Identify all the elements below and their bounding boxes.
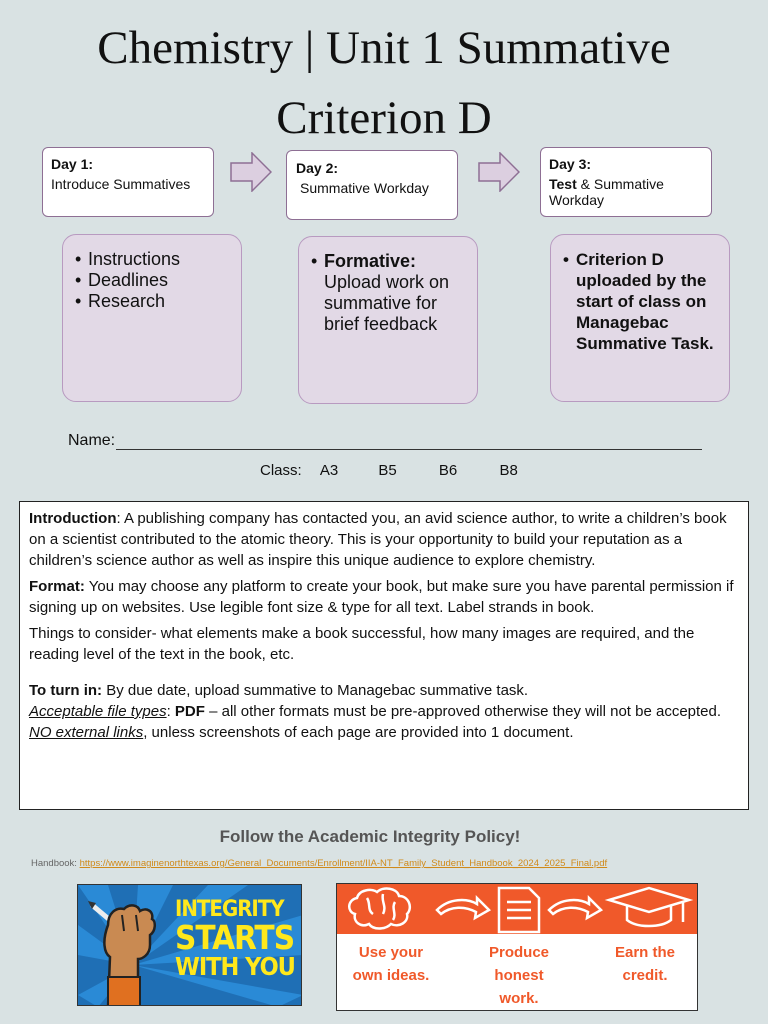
step-label: Produce honest work. <box>488 944 549 1007</box>
graduation-cap-icon <box>609 888 689 926</box>
day1-box <box>42 147 214 217</box>
day3-box <box>540 147 712 217</box>
integrity-poster <box>77 884 302 1006</box>
day2-card <box>298 236 478 404</box>
icon-band <box>337 884 697 934</box>
day3-card <box>550 234 730 402</box>
class-option: B5 <box>378 462 397 479</box>
handbook-line <box>31 858 607 869</box>
poster-line2: STARTS <box>175 918 295 957</box>
formative-text: Upload work on summative for brief feedback <box>324 272 450 334</box>
day3-label: Day 3: <box>549 156 592 172</box>
day1-text: Introduce Summatives <box>51 176 191 192</box>
right-arrow-icon <box>478 152 520 192</box>
page-title-line2: Criterion D <box>276 92 492 144</box>
right-arrow-icon <box>230 152 272 192</box>
introduction-paragraph: Introduction: A publishing company has contacted you, an avid science author, to write a children’s book on a scientist contributed to the atomic theory. This is your opportunity to build your reputation as a children’s science author as well as inspire this unique audience to explore chemistry. <box>29 510 727 569</box>
consider-paragraph: Things to consider- what elements make a book successful, how many images are required, and the reading level of the text in the book, etc. <box>29 625 695 663</box>
day2-box <box>286 150 458 220</box>
poster-line3: WITH YOU <box>175 952 295 981</box>
class-label: Class: <box>260 462 302 479</box>
handbook-label: Handbook: <box>31 858 80 869</box>
turnin-paragraph: To turn in: By due date, upload summative to Managebac summative task. <box>29 682 529 699</box>
day2-text: Summative Workday <box>300 180 429 196</box>
format-paragraph: Format: You may choose any platform to create your book, but make sure you have parental permission if signing up on websites. Use legible font size & type for all text. Label strands in book. <box>29 578 734 616</box>
handbook-link[interactable]: https://www.imaginenorthtexas.org/General_Documents/Enrollment/IIA-NT_Family_Student_Handbook_2024_2025_Final.pdf <box>79 858 608 869</box>
criterion-d-text: • Criterion D uploaded by the start of class on Managebac Summative Task. <box>563 249 717 354</box>
list-item: • Instructions <box>75 249 229 270</box>
poster-line1: INTEGRITY <box>175 897 284 922</box>
list-item: • Research <box>75 291 229 312</box>
day1-card <box>62 234 242 402</box>
step-label: Earn the credit. <box>614 944 675 984</box>
brain-icon <box>349 889 410 929</box>
name-label: Name: <box>68 432 116 449</box>
class-option: B6 <box>438 462 458 479</box>
arrow-icon <box>437 898 489 918</box>
arrow-icon <box>549 898 601 918</box>
day3-text: & Summative Workday <box>549 176 664 208</box>
class-option: A3 <box>319 462 339 479</box>
document-icon <box>499 888 539 932</box>
day2-label: Day 2: <box>296 160 339 176</box>
filetypes-paragraph: Acceptable file types: PDF – all other formats must be pre-approved otherwise they will not be accepted. NO external links, unless screenshots of each page are provided into 1 document. <box>29 703 722 741</box>
page-title-line1: Chemistry | Unit 1 Summative <box>97 22 671 74</box>
day1-label: Day 1: <box>51 156 94 172</box>
raised-fist-icon <box>78 885 178 1006</box>
class-row <box>260 462 544 479</box>
step-label: Use your own ideas. <box>352 944 430 984</box>
list-item: • Deadlines <box>75 270 229 291</box>
class-option: B8 <box>499 462 518 479</box>
poster-text <box>175 899 295 979</box>
instructions-box <box>19 501 749 810</box>
formative-label: Formative: <box>324 251 417 271</box>
day3-text-bold: Test <box>549 176 577 192</box>
integrity-heading: Follow the Academic Integrity Policy! <box>219 827 521 846</box>
integrity-steps-graphic <box>336 883 698 1011</box>
name-field-line[interactable] <box>116 449 702 450</box>
